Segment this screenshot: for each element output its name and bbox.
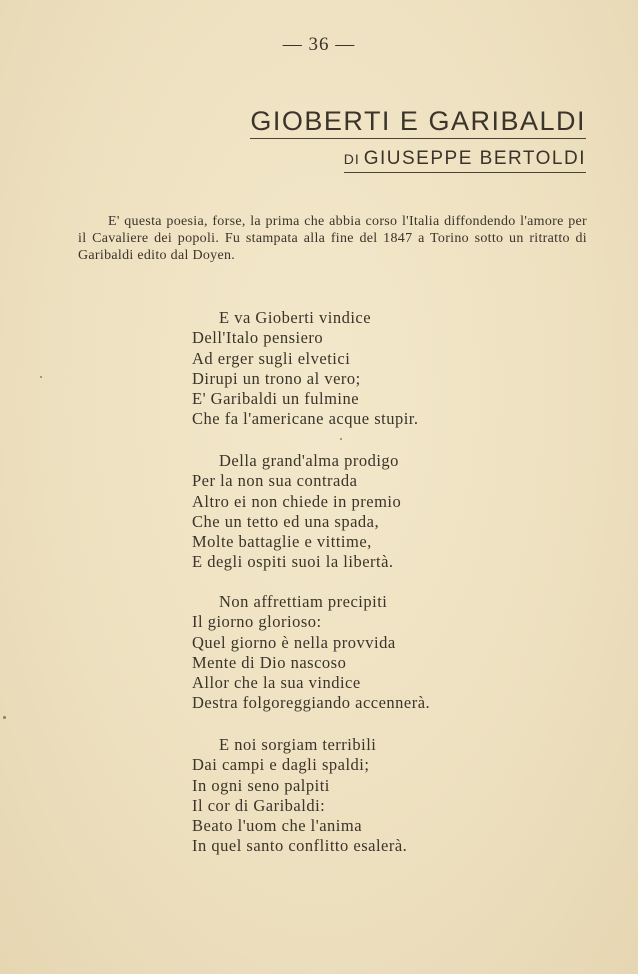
stanza-4 (192, 735, 522, 857)
stanza-2 (192, 451, 522, 573)
verse-line: In quel santo conflitto esalerà. (192, 836, 408, 856)
verse-line: Mente di Dio nascoso (192, 652, 347, 672)
verse-line: Molte battaglie e vittime, (192, 532, 372, 552)
verse-line: Che un tetto ed una spada, (192, 511, 380, 531)
paper-speck (3, 716, 6, 719)
verse-line: Il cor di Garibaldi: (192, 795, 326, 815)
verse-line: Allor che la sua vindice (192, 673, 361, 693)
verse-line: Il giorno glorioso: (192, 612, 322, 632)
verse-line: E va Gioberti vindice (219, 308, 372, 327)
author-prefix: DI (343, 151, 360, 167)
stanza-1 (192, 308, 522, 430)
verse-line: Altro ei non chiede in premio (192, 491, 402, 511)
page-number: — 36 — (282, 34, 356, 55)
verse-line: Che fa l'americane acque stupir. (192, 409, 419, 429)
verse-line: Ad erger sugli elvetici (192, 348, 351, 368)
verse-line: Dai campi e dagli spaldi; (192, 755, 370, 775)
verse-line: Della grand'alma prodigo (219, 451, 399, 470)
author-name: GIUSEPPE BERTOLDI (363, 148, 586, 169)
verse-line: Per la non sua contrada (192, 471, 358, 491)
verse-line: Non affrettiam precipiti (219, 592, 388, 611)
verse-line: E degli ospiti suoi la libertà. (192, 552, 394, 572)
verse-line: In ogni seno palpiti (192, 775, 330, 795)
paper-speck (340, 438, 342, 440)
verse-line: E noi sorgiam terribili (219, 735, 377, 754)
verse-line: E' Garibaldi un fulmine (192, 389, 360, 409)
verse-line: Quel giorno è nella provvida (192, 632, 396, 652)
verse-line: Beato l'uom che l'anima (192, 816, 363, 836)
poem-author (344, 148, 586, 173)
poem-title: GIOBERTI E GARIBALDI (250, 106, 586, 139)
intro-paragraph: E' questa poesia, forse, la prima che abbia corso l'Italia diffondendo l'amore per il Cavaliere dei popoli. Fu stampata alla fine del 1847 a Torino sotto un ritratto di Garibaldi edito dal Doyen. (78, 214, 587, 263)
verse-line: Dirupi un trono al vero; (192, 368, 361, 388)
paper-speck (40, 376, 42, 378)
stanza-3 (192, 592, 522, 714)
verse-line: Destra folgoreggiando accennerà. (192, 693, 431, 713)
verse-line: Dell'Italo pensiero (192, 328, 324, 348)
